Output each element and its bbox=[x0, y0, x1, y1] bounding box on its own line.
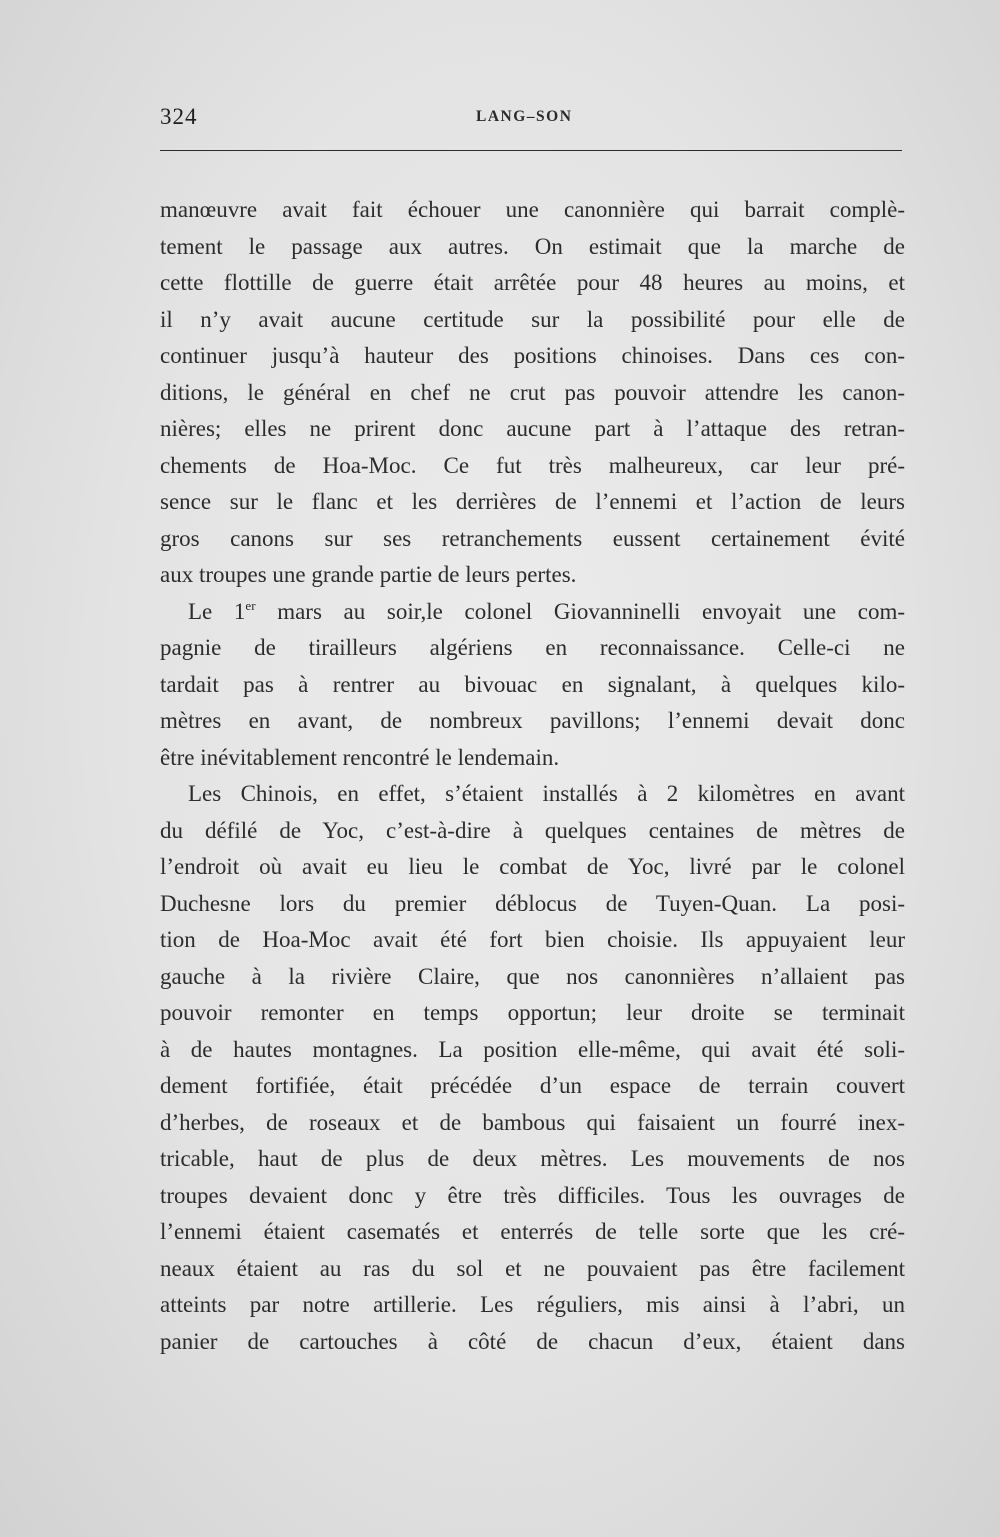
text-line: sence sur le flanc et les derrières de l’ennemi et l’action de leurs bbox=[160, 489, 905, 514]
text-line: pouvoir remonter en temps opportun; leur droite se terminait bbox=[160, 1000, 905, 1025]
text-line: atteints par notre artillerie. Les réguliers, mis ainsi à l’abri, un bbox=[160, 1292, 905, 1317]
text-line: Les Chinois, en effet, s’étaient installés à 2 kilomètres en avant bbox=[188, 781, 905, 806]
running-head: LANG–SON bbox=[476, 108, 573, 125]
text-line: pagnie de tirailleurs algériens en reconnaissance. Celle-ci ne bbox=[160, 635, 905, 660]
header-rule bbox=[160, 150, 902, 151]
page-header bbox=[160, 100, 902, 134]
text-fragment: Le 1 bbox=[188, 598, 246, 624]
text-line: à de hautes montagnes. La position elle-même, qui avait été soli- bbox=[160, 1036, 905, 1062]
text-line: tricable, haut de plus de deux mètres. Les mouvements de nos bbox=[160, 1146, 905, 1171]
text-line: aux troupes une grande partie de leurs pertes. bbox=[160, 562, 577, 587]
text-line bbox=[160, 594, 905, 631]
body-text bbox=[160, 192, 905, 1360]
text-line: cette flottille de guerre était arrêtée pour 48 heures au moins, et bbox=[160, 270, 905, 295]
text-line: mètres en avant, de nombreux pavillons; l’ennemi devait donc bbox=[160, 708, 905, 733]
superscript: er bbox=[245, 597, 256, 613]
text-line: être inévitablement rencontré le lendemain. bbox=[160, 744, 560, 770]
text-line: gros canons sur ses retranchements eussent certainement évité bbox=[160, 525, 905, 551]
text-line: troupes devaient donc y être très difficiles. Tous les ouvrages de bbox=[160, 1182, 905, 1208]
text-line: manœuvre avait fait échouer une canonnière qui barrait complè- bbox=[160, 197, 905, 222]
text-line: l’ennemi étaient casematés et enterrés de telle sorte que les cré- bbox=[160, 1219, 905, 1244]
text-line: du défilé de Yoc, c’est-à-dire à quelques centaines de mètres de bbox=[160, 817, 905, 843]
text-line: neaux étaient au ras du sol et ne pouvaient pas être facilement bbox=[160, 1255, 905, 1281]
text-line: tement le passage aux autres. On estimait que la marche de bbox=[160, 233, 905, 259]
text-line: il n’y avait aucune certitude sur la possibilité pour elle de bbox=[160, 306, 905, 332]
text-line: continuer jusqu’à hauteur des positions chinoises. Dans ces con- bbox=[160, 343, 905, 368]
text-line: chements de Hoa-Moc. Ce fut très malheureux, car leur pré- bbox=[160, 452, 905, 478]
text-line: l’endroit où avait eu lieu le combat de Yoc, livré par le colonel bbox=[160, 854, 905, 879]
text-line: Duchesne lors du premier déblocus de Tuyen-Quan. La posi- bbox=[160, 890, 905, 916]
text-fragment: mars au soir,le colonel Giovanninelli envoyait une com- bbox=[255, 598, 905, 624]
text-line: d’herbes, de roseaux et de bambous qui faisaient un fourré inex- bbox=[160, 1109, 905, 1135]
text-line: tardait pas à rentrer au bivouac en signalant, à quelques kilo- bbox=[160, 671, 905, 697]
page-number: 324 bbox=[160, 104, 198, 129]
text-line: gauche à la rivière Claire, que nos canonnières n’allaient pas bbox=[160, 963, 905, 989]
text-line: nières; elles ne prirent donc aucune part à l’attaque des retran- bbox=[160, 416, 905, 441]
text-line: tion de Hoa-Moc avait été fort bien choisie. Ils appuyaient leur bbox=[160, 927, 905, 952]
text-line: ditions, le général en chef ne crut pas pouvoir attendre les canon- bbox=[160, 379, 905, 405]
text-line: dement fortifiée, était précédée d’un espace de terrain couvert bbox=[160, 1073, 905, 1098]
text-line: panier de cartouches à côté de chacun d’eux, étaient dans bbox=[160, 1328, 905, 1354]
